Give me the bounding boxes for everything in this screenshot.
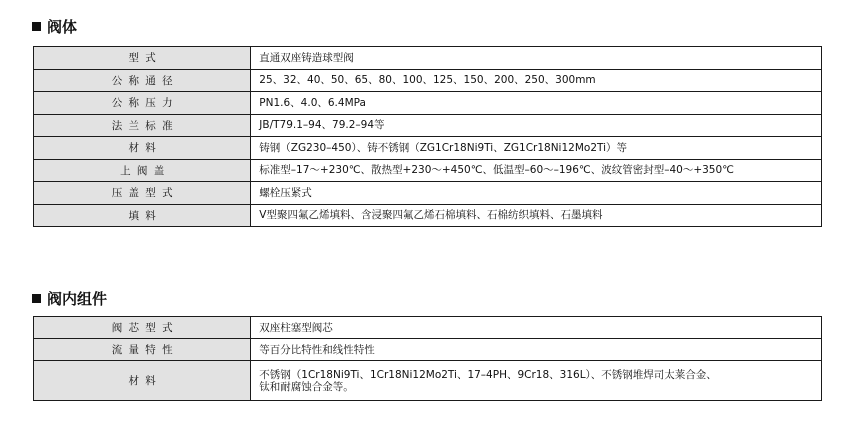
section-title-internals <box>32 290 107 308</box>
table-row <box>34 114 822 137</box>
row-value: 双座柱塞型阀芯 <box>251 317 822 339</box>
table-row <box>34 361 822 401</box>
row-label: 公称通径 <box>34 69 251 92</box>
section-title-text: 阀内组件 <box>47 290 108 308</box>
table-row <box>34 47 822 70</box>
row-value <box>251 361 822 401</box>
row-value: 25、32、40、50、65、80、100、125、150、200、250、300mm <box>251 69 822 92</box>
row-value: 标准型–17～+230℃、散热型+230～+450℃、低温型–60～–196℃、波纹管密封型–40～+350℃ <box>251 159 822 182</box>
row-label: 型式 <box>34 47 251 70</box>
row-label: 材料 <box>34 137 251 160</box>
table-row <box>34 204 822 227</box>
row-value: 直通双座铸造球型阀 <box>251 47 822 70</box>
square-bullet-icon <box>32 22 41 31</box>
row-label: 阀芯型式 <box>34 317 251 339</box>
row-value-line-1: 不锈钢（1Cr18Ni9Ti、1Cr18Ni12Mo2Ti、17–4PH、9Cr18、316L）、不锈钢堆焊司太莱合金、 <box>259 368 717 381</box>
table-row <box>34 92 822 115</box>
row-label: 压盖型式 <box>34 182 251 205</box>
row-label: 材料 <box>34 361 251 401</box>
table-row <box>34 182 822 205</box>
table-row <box>34 339 822 361</box>
table-row <box>34 159 822 182</box>
row-label: 上阀盖 <box>34 159 251 182</box>
row-value-line-2: 钛和耐腐蚀合金等。 <box>259 380 354 393</box>
row-value: 等百分比特性和线性特性 <box>251 339 822 361</box>
valve-internals-spec-table <box>33 316 822 401</box>
row-value: 螺栓压紧式 <box>251 182 822 205</box>
valve-body-spec-table <box>33 46 822 227</box>
row-value: PN1.6、4.0、6.4MPa <box>251 92 822 115</box>
table-row <box>34 137 822 160</box>
section-title-valve-body <box>32 18 77 36</box>
row-value: JB/T79.1–94、79.2–94等 <box>251 114 822 137</box>
row-value: V型聚四氟乙烯填料、含浸聚四氟乙烯石棉填料、石棉纺织填料、石墨填料 <box>251 204 822 227</box>
row-value: 铸钢（ZG230–450）、铸不锈钢（ZG1Cr18Ni9Ti、ZG1Cr18Ni12Mo2Ti）等 <box>251 137 822 160</box>
row-label: 流量特性 <box>34 339 251 361</box>
section-title-text: 阀体 <box>47 18 78 36</box>
row-label: 公称压力 <box>34 92 251 115</box>
table-row <box>34 69 822 92</box>
table-row <box>34 317 822 339</box>
row-label: 法兰标准 <box>34 114 251 137</box>
square-bullet-icon <box>32 294 41 303</box>
row-label: 填料 <box>34 204 251 227</box>
